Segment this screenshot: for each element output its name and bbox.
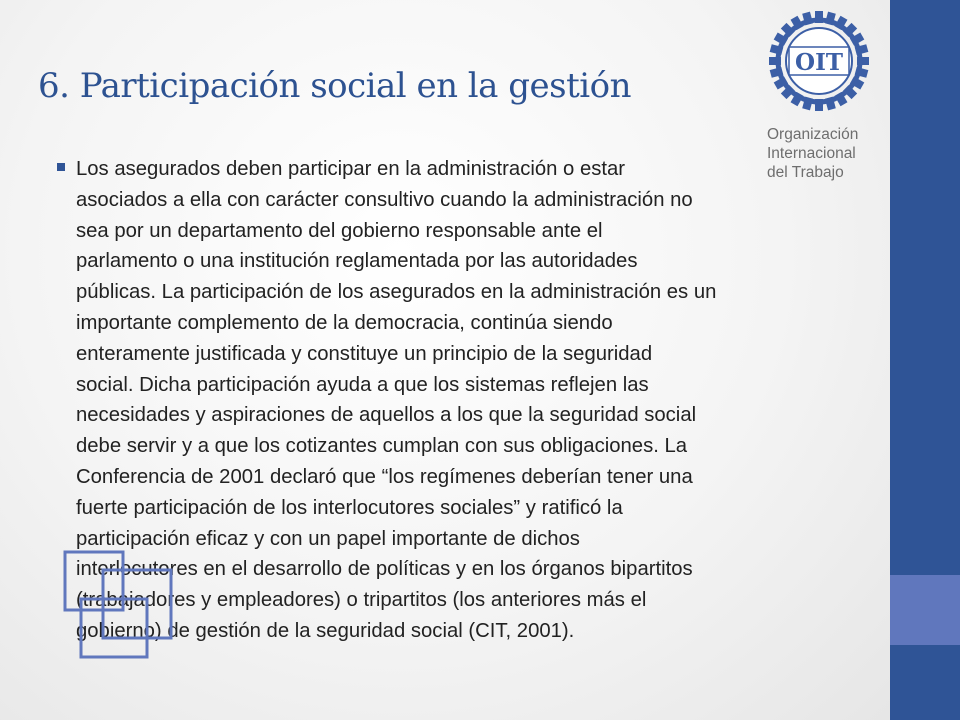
paragraph-line: debe servir y a que los cotizantes cumplan con sus obligaciones. La	[76, 435, 688, 458]
emblem-lettering: OIT	[795, 49, 843, 76]
logo-name-line: del Trabajo	[767, 164, 844, 181]
paragraph-line: participación eficaz y con un papel importante de dichos	[76, 527, 580, 550]
paragraph-line: asociados a ella con carácter consultivo cuando la administración no	[76, 188, 693, 211]
paragraph-line: sea por un departamento del gobierno responsable ante el	[76, 219, 603, 242]
paragraph-line: (trabajadores y empleadores) o tripartitos (los anteriores más el	[76, 589, 647, 612]
bullet-paragraph	[76, 154, 856, 647]
paragraph-line: públicas. La participación de los asegurados en la administración es un	[76, 281, 717, 304]
oit-cog-emblem-icon	[766, 8, 872, 114]
paragraph-line: Conferencia de 2001 declaró que “los regímenes deberían tener una	[76, 465, 693, 488]
sidebar-accent-block	[890, 575, 960, 645]
paragraph-line: enteramente justificada y constituye un principio de la seguridad	[76, 342, 653, 365]
right-sidebar-bar	[890, 0, 960, 720]
square-bullet-icon	[57, 163, 65, 171]
paragraph-line: necesidades y aspiraciones de aquellos a los que la seguridad social	[76, 404, 697, 427]
paragraph-line: interlocutores en el desarrollo de políticas y en los órganos bipartitos	[76, 558, 693, 581]
slide-title: 6. Participación social en la gestión	[38, 66, 632, 106]
oit-logo	[760, 8, 880, 188]
logo-name-line: Organización	[767, 126, 859, 143]
paragraph-line: importante complemento de la democracia, continúa siendo	[76, 311, 613, 334]
logo-name-line: Internacional	[767, 145, 856, 162]
overlapping-squares-icon	[60, 548, 190, 663]
paragraph-line: parlamento o una institución reglamentada por las autoridades	[76, 250, 638, 273]
paragraph-line: social. Dicha participación ayuda a que los sistemas reflejen las	[76, 373, 649, 396]
paragraph-line: gobierno) de gestión de la seguridad social (CIT, 2001).	[76, 619, 575, 642]
logo-name	[767, 125, 858, 182]
paragraph-line: Los asegurados deben participar en la administración o estar	[76, 158, 626, 180]
paragraph-line: fuerte participación de los interlocutores sociales” y ratificó la	[76, 496, 623, 519]
